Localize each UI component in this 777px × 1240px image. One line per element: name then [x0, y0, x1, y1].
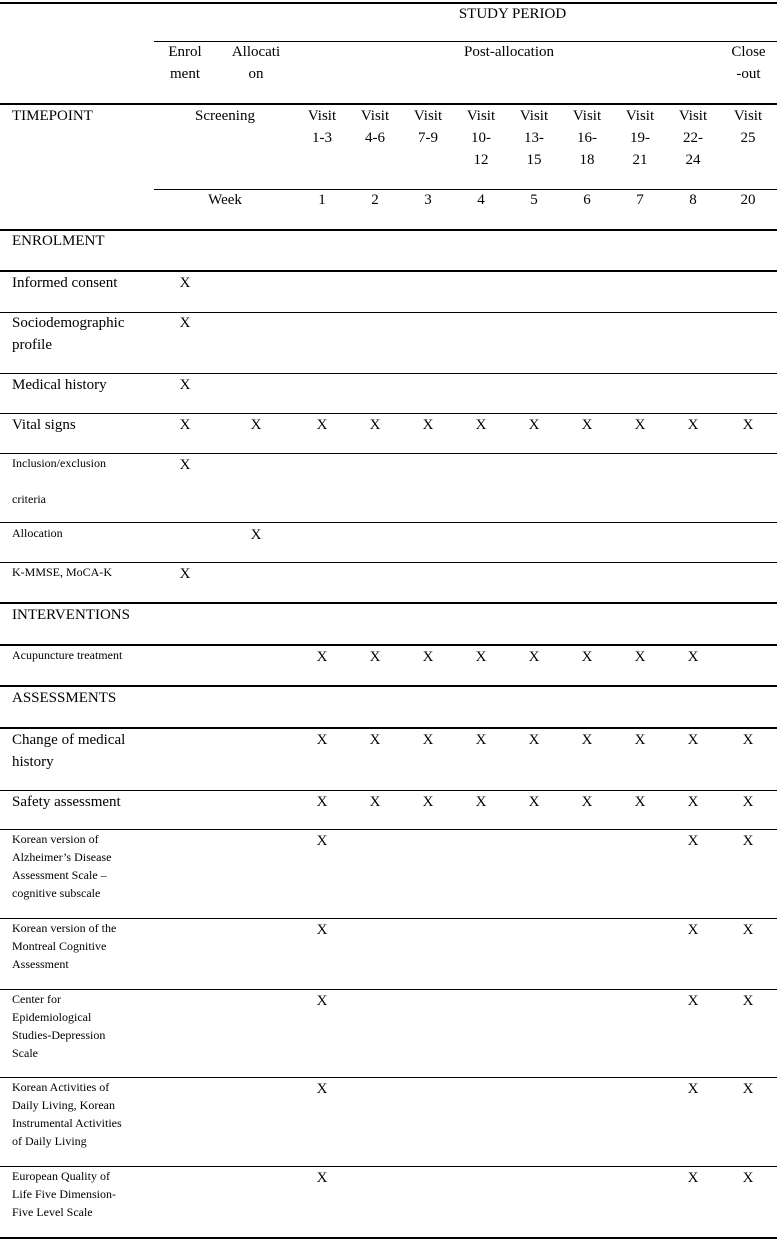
row-label-safety: Safety assessment: [12, 794, 121, 810]
x-mark: X: [634, 417, 646, 433]
row-label-cesd: Center for Epidemiological Studies-Depression Scale: [12, 992, 106, 1060]
period-allocation: Allocati on: [231, 44, 281, 82]
row-label-change-medical-history: Change of medical history: [12, 732, 126, 770]
visit-header: Visit 7-9: [413, 108, 443, 146]
x-mark: X: [687, 732, 699, 748]
week-value: 6: [583, 192, 591, 208]
x-mark: X: [634, 649, 646, 665]
x-mark: X: [316, 649, 328, 665]
x-mark: X: [687, 794, 699, 810]
period-close-out: Close -out: [731, 44, 766, 82]
x-mark: X: [742, 732, 754, 748]
x-mark: X: [528, 649, 540, 665]
row-label-kmmse: K-MMSE, MoCA-K: [12, 565, 113, 579]
x-mark: X: [528, 794, 540, 810]
rule-row: [0, 413, 777, 414]
x-mark: X: [581, 794, 593, 810]
x-mark: X: [422, 649, 434, 665]
x-mark: X: [179, 417, 191, 433]
visit-header: Visit 10- 12: [466, 108, 496, 168]
row-label-informed-consent: Informed consent: [12, 275, 118, 291]
x-mark: X: [528, 732, 540, 748]
x-mark: X: [316, 794, 328, 810]
row-label-inclusion-exclusion: Inclusion/exclusion criteria: [12, 456, 106, 506]
visit-header: Visit 25: [733, 108, 763, 146]
visit-header: Visit 19- 21: [625, 108, 655, 168]
section-enrolment: ENROLMENT: [12, 233, 105, 249]
x-mark: X: [742, 922, 754, 938]
rule-assessments-top: [0, 685, 777, 687]
x-mark: X: [316, 993, 328, 1009]
rule-top: [0, 2, 777, 4]
visit-header: Visit 22- 24: [678, 108, 708, 168]
x-mark: X: [687, 649, 699, 665]
timepoint-label: TIMEPOINT: [12, 108, 93, 124]
x-mark: X: [179, 377, 191, 393]
week-value: 7: [636, 192, 644, 208]
x-mark: X: [687, 1170, 699, 1186]
x-mark: X: [316, 732, 328, 748]
x-mark: X: [475, 732, 487, 748]
row-label-sociodemographic: Sociodemographic profile: [12, 315, 125, 353]
x-mark: X: [475, 417, 487, 433]
section-interventions: INTERVENTIONS: [12, 607, 130, 623]
x-mark: X: [634, 794, 646, 810]
study-period-heading: STUDY PERIOD: [458, 6, 567, 22]
x-mark: X: [581, 417, 593, 433]
screening-label: Screening: [195, 108, 255, 124]
x-mark: X: [316, 833, 328, 849]
visit-header: Visit 13- 15: [519, 108, 549, 168]
row-label-eq5d: European Quality of Life Five Dimension- Five Level Scale: [12, 1169, 116, 1219]
x-mark: X: [742, 417, 754, 433]
x-mark: X: [179, 566, 191, 582]
rule-enrolment-top: [0, 229, 777, 231]
x-mark: X: [369, 417, 381, 433]
x-mark: X: [742, 833, 754, 849]
x-mark: X: [316, 922, 328, 938]
row-label-moca: Korean version of the Montreal Cognitive Assessment: [12, 921, 117, 971]
week-value: 3: [424, 192, 432, 208]
row-label-vital-signs: Vital signs: [12, 417, 76, 433]
x-mark: X: [369, 732, 381, 748]
period-post-allocation: Post-allocation: [464, 44, 554, 60]
rule-row: [0, 373, 777, 374]
x-mark: X: [742, 1170, 754, 1186]
x-mark: X: [250, 527, 262, 543]
x-mark: X: [528, 417, 540, 433]
x-mark: X: [634, 732, 646, 748]
x-mark: X: [581, 732, 593, 748]
x-mark: X: [687, 417, 699, 433]
visit-header: Visit 1-3: [307, 108, 337, 146]
visit-header: Visit 16- 18: [572, 108, 602, 168]
x-mark: X: [422, 732, 434, 748]
x-mark: X: [250, 417, 262, 433]
rule-row: [0, 829, 777, 830]
rule-row: [0, 522, 777, 523]
week-label: Week: [208, 192, 242, 208]
week-value: 1: [318, 192, 326, 208]
week-value: 8: [689, 192, 697, 208]
x-mark: X: [369, 649, 381, 665]
x-mark: X: [179, 275, 191, 291]
x-mark: X: [316, 1170, 328, 1186]
x-mark: X: [179, 315, 191, 331]
rule-row: [0, 562, 777, 563]
x-mark: X: [687, 1081, 699, 1097]
x-mark: X: [475, 794, 487, 810]
period-enrolment: Enrol ment: [168, 44, 202, 82]
row-label-medical-history: Medical history: [12, 377, 107, 393]
rule-row: [0, 918, 777, 919]
section-assessments: ASSESSMENTS: [12, 690, 117, 706]
rule-row: [0, 1166, 777, 1167]
visit-header: Visit 4-6: [360, 108, 390, 146]
row-label-adl: Korean Activities of Daily Living, Korean Instrumental Activities of Daily Living: [12, 1080, 122, 1148]
x-mark: X: [316, 1081, 328, 1097]
row-label-acupuncture: Acupuncture treatment: [12, 648, 123, 662]
x-mark: X: [316, 417, 328, 433]
week-value: 5: [530, 192, 538, 208]
x-mark: X: [422, 417, 434, 433]
x-mark: X: [369, 794, 381, 810]
x-mark: X: [475, 649, 487, 665]
rule-bottom: [0, 1237, 777, 1239]
x-mark: X: [422, 794, 434, 810]
rule-row: [0, 989, 777, 990]
x-mark: X: [742, 993, 754, 1009]
x-mark: X: [687, 922, 699, 938]
week-value: 2: [371, 192, 379, 208]
x-mark: X: [581, 649, 593, 665]
row-label-adas-cog: Korean version of Alzheimer’s Disease Assessment Scale – cognitive subscale: [12, 832, 112, 900]
week-value: 20: [740, 192, 756, 208]
x-mark: X: [687, 833, 699, 849]
x-mark: X: [742, 1081, 754, 1097]
x-mark: X: [179, 457, 191, 473]
x-mark: X: [687, 993, 699, 1009]
x-mark: X: [742, 794, 754, 810]
rule-row: [0, 453, 777, 454]
week-value: 4: [477, 192, 485, 208]
row-label-allocation: Allocation: [12, 526, 63, 540]
